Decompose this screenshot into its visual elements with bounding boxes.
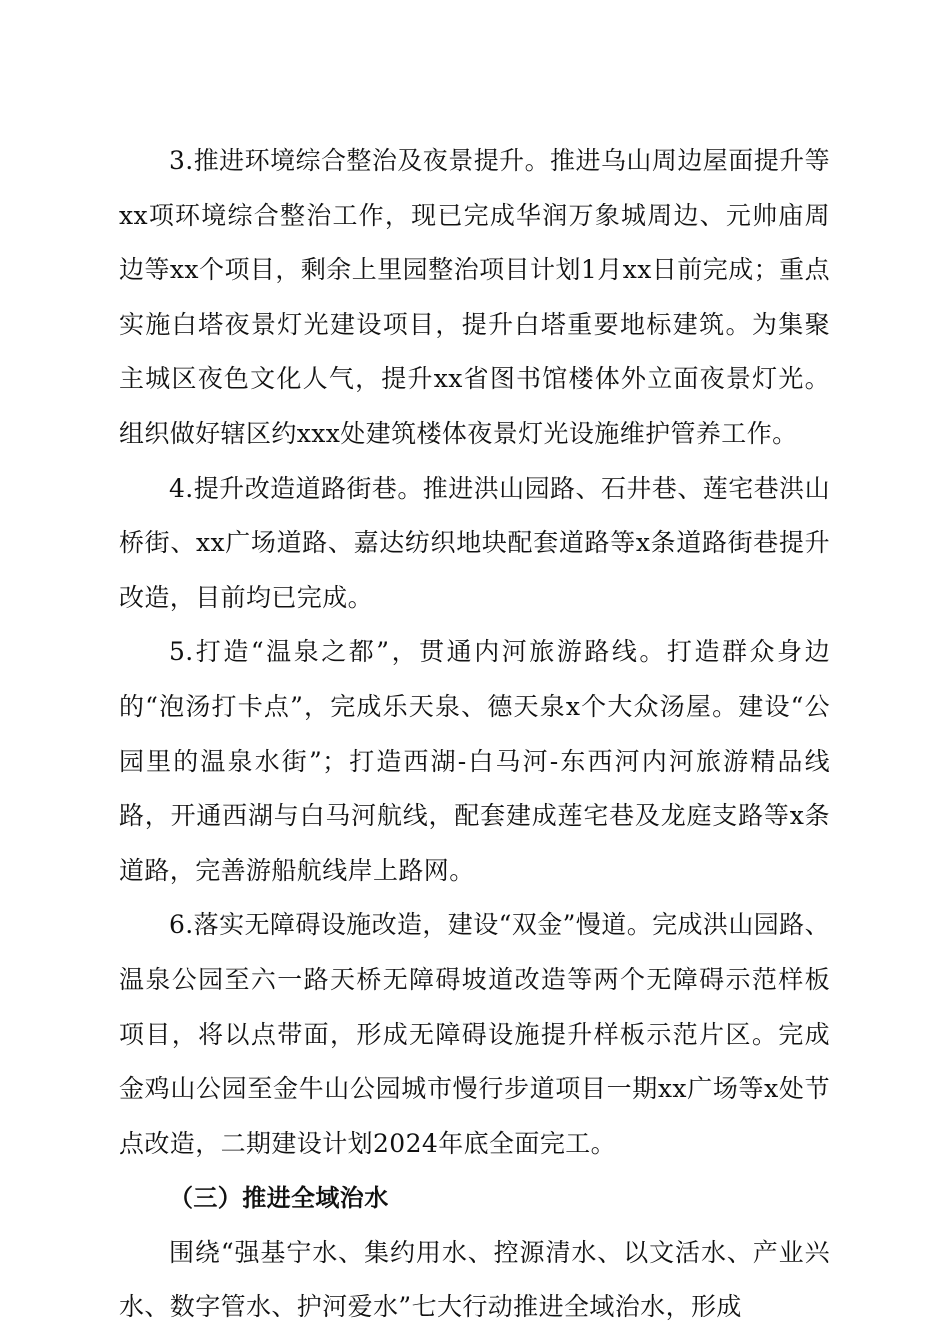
- paragraph-accessibility-slow-lane: 6.落实无障碍设施改造，建设“双金”慢道。完成洪山园路、温泉公园至六一路天桥无障碍坡道改造等两个无障碍示范样板项目，将以点带面，形成无障碍设施提升样板示范片区。完成金鸡山公园至金牛山公园城市慢行步道项目一期xx广场等x处节点改造，二期建设计划2024年底全面完工。: [119, 910, 830, 1158]
- paragraph-hot-spring-river-tour: 5.打造“温泉之都”，贯通内河旅游路线。打造群众身边的“泡汤打卡点”，完成乐天泉、德天泉x个大众汤屋。建设“公园里的温泉水街”；打造西湖-白马河-东西河内河旅游精品线路，开通西湖与白马河航线，配套建成莲宅巷及龙庭支路等x条道路，完善游船航线岸上路网。: [119, 637, 830, 885]
- paragraph-water-governance: 围绕“强基宁水、集约用水、控源清水、以文活水、产业兴水、数字管水、护河爱水”七大行动推进全域治水，形成: [119, 1237, 830, 1322]
- document-body: [119, 134, 830, 1335]
- section-heading: （三）推进全域治水: [169, 1184, 389, 1213]
- paragraph-road-alley-renovation: 4.提升改造道路街巷。推进洪山园路、石井巷、莲宅巷洪山桥街、xx广场道路、嘉达纺织地块配套道路等x条道路街巷提升改造，目前均已完成。: [119, 473, 830, 612]
- paragraph-environment-night-lighting: 3.推进环境综合整治及夜景提升。推进乌山周边屋面提升等xx项环境综合整治工作，现已完成华润万象城周边、元帅庙周边等xx个项目，剩余上里园整治项目计划1月xx日前完成；重点实施白塔夜景灯光建设项目，提升白塔重要地标建筑。为集聚主城区夜色文化人气，提升xx省图书馆楼体外立面夜景灯光。组织做好辖区约xxx处建筑楼体夜景灯光设施维护管养工作。: [119, 146, 830, 448]
